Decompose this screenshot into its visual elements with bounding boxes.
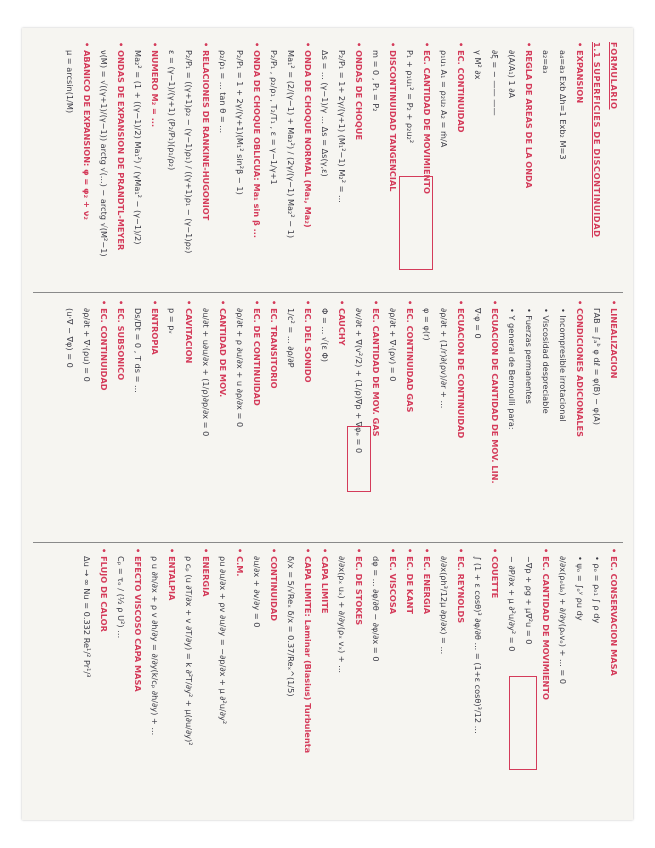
topic-heading: • EC. DE KANT	[405, 548, 415, 615]
equation-line: ε = (γ−1)/(γ+1) (P₂/P₁)(ρ₁/ρ₂)	[167, 50, 177, 171]
equation-line: P₂/P₁ = 1+ 2γ/(γ+1) (M₁²−1) M₂² = ...	[337, 50, 347, 203]
equation-line: Δu → ∞ Nu = 0.332 Re¹/² Pr¹/³	[82, 556, 92, 678]
equation-line: ∂ξ = − —— ——	[490, 50, 500, 116]
equation-line: ρ₁u₁ A₁ = ρ₂u₂ A₂ = ṁ/A	[439, 50, 449, 148]
equation-line: ∂/∂x(ρh³/12μ ∂p/∂x) = ...	[439, 556, 449, 655]
equation-line: Cₚ = τₒ / (½ ρ U²) …	[116, 556, 126, 639]
topic-heading: • ONDAS DE EXPANSION DE PRANDTL-MEYER	[116, 42, 126, 251]
topic-heading: • CONTINUIDAD	[269, 548, 279, 622]
equation-line: • ρₒ = ρₒ₁ ∫ ρ dy	[592, 556, 602, 624]
equation-line: φ = φ(r)	[422, 308, 432, 341]
topic-heading: • ECUACION DE CANTIDAD DE MOV. LIN.	[490, 300, 500, 484]
equation-line: P₂/P₁ , ρ₂/ρ₁ , T₂/T₁ , ε = γ−1/γ+1	[269, 50, 279, 185]
equation-line: ∂ρ/∂t + ∇·(ρu) = 0	[82, 308, 92, 382]
equation-line: • ψₒ = ∫ₒʸ ρu dy	[575, 556, 585, 621]
topic-heading: • NUMERO M₂ = ...	[150, 42, 160, 128]
equation-line: Ds/Dt = 0 , T ds = ...	[133, 308, 143, 393]
topic-heading: • ENTROPIA	[150, 300, 160, 355]
topic-heading: • CAPA LIMITE	[320, 548, 330, 614]
topic-heading: • EC. VISCOSA	[388, 548, 398, 615]
equation-line: Ma₁² = (2/(γ−1) + Ma₂²) / (2γ/(γ−1) Ma₂² − 1)	[286, 50, 296, 239]
equation-line: ∇·φ = 0	[473, 308, 483, 339]
equation-line: ∂ρ/∂t + (1/r)∂(ρv)/∂r + ...	[439, 308, 449, 409]
topic-heading: • CONDICIONES ADICIONALES	[575, 300, 585, 438]
equation-line: ∂ρ/∂t + ∇·(ρv) = 0	[388, 308, 398, 382]
topic-heading: • REGLA DE AREAS DE LA ONDA	[524, 42, 534, 189]
topic-heading: • DISCONTINUIDAD TANGENCIAL	[388, 42, 398, 192]
equation-line: dφ = ... ∂φ/∂θ − ∂φ/∂x = 0	[371, 556, 381, 662]
topic-heading: • EC. DEL SONIDO	[303, 300, 313, 383]
scanned-sheet	[22, 28, 633, 820]
topic-heading: • ONDA DE CHOQUE OBLICUA: Ma₁ sin β ...	[252, 42, 262, 238]
equation-line: a₄=a₃ Exb Δh=1 Exb₂ M=3	[558, 50, 568, 160]
equation-line: m = 0 , P₁ = P₂	[371, 50, 381, 112]
topic-heading: • CANTIDAD DE MOV.	[218, 300, 228, 398]
equation-line: ΓAB = ∫ₐᵇ φ dℓ = φ(B) − φ(A)	[592, 308, 602, 425]
equation-line: P₁ + ρ₁u₁² = P₂ + ρ₂u₂²	[405, 50, 415, 144]
highlight-box	[399, 176, 433, 270]
topic-heading: • EC. CONTINUIDAD GAS	[405, 300, 415, 413]
equation-line: ρu ∂u/∂x + ρv ∂u/∂y = −∂p/∂x + μ ∂²u/∂y²	[218, 556, 228, 725]
topic-heading: • EC. CONTINUIDAD	[99, 300, 109, 391]
equation-line: 1/c² = ... ∂ρ/∂P	[286, 308, 296, 368]
topic-heading: • EC. CANTIDAD DE MOV. GAS	[371, 300, 381, 437]
equation-line: ∂v/∂t + ∇(v²/2) + (1/ρ)∇p + ∇φₑ = 0	[354, 308, 364, 454]
topic-heading: • COUETTE	[490, 548, 500, 599]
equation-line: ∂u/∂t + u∂u/∂x + (1/ρ)∂p/∂x = 0	[201, 308, 211, 437]
equation-line: −∇p + ρg + μ∇²u = 0	[524, 556, 534, 645]
topic-heading: • ENTALPIA	[167, 548, 177, 601]
topic-heading: • ABANICO DE EXPANSION: φ = φ₂ + ν₂	[82, 42, 92, 220]
topic-heading: • RELACIONES DE RANKINE-HUGONIOT	[201, 42, 211, 221]
equation-line: (u·∇ − ∇φ) = 0	[65, 308, 75, 368]
topic-heading: • CAUCHY	[337, 300, 347, 346]
topic-heading: • CAPA LIMITE: Laminar (Blasius) Turbulenta	[303, 548, 313, 754]
equation-line: μ = arcsin(1/M)	[65, 50, 75, 114]
topic-heading: • ONDA DE CHOQUE NORMAL (Ma₁, Ma₂)	[303, 42, 313, 228]
topic-heading: • EC. CANTIDAD DE MOVIMIENTO	[422, 42, 432, 194]
topic-heading: • EC. REYNOLDS	[456, 548, 466, 624]
equation-line: P₂/P₁ = 1 + 2γ/(γ+1)(M₁² sin²β − 1)	[235, 50, 245, 195]
equation-line: a₂=a₃	[541, 50, 551, 74]
equation-line: ∂ρ/∂t + ρ ∂u/∂x + u ∂ρ/∂x = 0	[235, 308, 245, 428]
equation-line: p = pᵥ	[167, 308, 177, 334]
equation-line: Φ = ... √(ε Φ)	[320, 308, 330, 362]
topic-heading: • EC. DE CONTINUIDAD	[252, 300, 262, 406]
equation-line: γ M² ∂x	[473, 50, 483, 80]
equation-line: δ/x = 5/√Reₓ δ/x = 0.37/Reₓ^(1/5)	[286, 556, 296, 697]
topic-heading: • ONDAS DE CHOQUE	[354, 42, 364, 141]
column-divider	[33, 542, 623, 543]
equation-line: • Viscosidad despreciable	[541, 308, 551, 414]
equation-line: Δs = ... (γ−1)/γ … Δs = Δs(γ,ε)	[320, 50, 330, 177]
section-heading: FORMULARIO	[609, 42, 619, 110]
formula-sheet	[22, 28, 633, 820]
topic-heading: • EC. DE STOKES	[354, 548, 364, 626]
highlight-box	[509, 676, 537, 770]
topic-heading: • EC. TRANSITORIO	[269, 300, 279, 389]
equation-line: ∂(A/A₁) 1 ∂A	[507, 50, 517, 99]
equation-line: ρ cₚ (u ∂T/∂x + v ∂T/∂y) = k ∂²T/∂y² + μ(∂u/∂y)²	[184, 556, 194, 746]
equation-line: − ∂P/∂x + μ ∂²u/∂y² = 0	[507, 556, 517, 652]
topic-heading: • FLUJO DE CALOR	[99, 548, 109, 632]
equation-line: • Y general de Bernoulli para:	[507, 308, 517, 430]
topic-heading: • C.M.	[235, 548, 245, 577]
topic-heading: • CAVITACION	[184, 300, 194, 364]
column-divider	[33, 292, 623, 293]
column-1	[39, 42, 619, 288]
topic-heading: • EC. CONTINUIDAD	[456, 42, 466, 133]
topic-heading: • EC. CANTIDAD DE MOVIMIENTO	[541, 548, 551, 700]
equation-line: ρ u ∂h/∂x + ρ v ∂h/∂y = ∂/∂y(k/cₚ ∂h/∂y) + ...	[150, 556, 160, 736]
topic-heading: • EC. SUBSONICO	[116, 300, 126, 381]
equation-line: ν(M) = √((γ+1)/(γ−1)) arctg √(...) − arctg √(M²−1)	[99, 50, 109, 257]
equation-line: • Fuerzas permanentes	[524, 308, 534, 404]
topic-heading: • EXPANSION	[575, 42, 585, 104]
equation-line: ∂u/∂x + ∂v/∂y = 0	[252, 556, 262, 628]
section-heading: 1.1 SUPERFICIES DE DISCONTINUIDAD	[592, 42, 602, 238]
equation-line: P₂/P₁ = ((γ+1)ρ₂ − (γ−1)ρ₁) / ((γ+1)ρ₁ − (γ−1)ρ₂)	[184, 50, 194, 254]
equation-line: ∂/∂x(ρₒuₒ) + ∂/∂y(ρₒvₒ) + ... = 0	[558, 556, 568, 685]
equation-line: ∫ (1 + ε cosθ)³ ∂φ/∂θ ... = (1+ε cosθ)³/12 …	[473, 556, 483, 734]
topic-heading: • ENERGIA	[201, 548, 211, 597]
topic-heading: • ECUACION DE CONTINUIDAD	[456, 300, 466, 439]
equation-line: Ma₂² = (1 + ((γ−1)/2) Ma₁²) / (γMa₁² − (γ−1)/2)	[133, 50, 143, 245]
equation-line: • Incompresible irrotacional	[558, 308, 568, 422]
topic-heading: • LINEALIZACION	[609, 300, 619, 379]
topic-heading: • EC. CONSERVACION MASA	[609, 548, 619, 676]
topic-heading: • EC. ENERGIA	[422, 548, 432, 615]
equation-line: ρ₂/ρ₁ = ... tan θ = ...	[218, 50, 228, 134]
highlight-box	[347, 426, 371, 492]
equation-line: ∂/∂x(ρₓ uₓ) + ∂/∂y(ρₓ vₓ) + ...	[337, 556, 347, 674]
topic-heading: • EFECTO VISCOSO CAPA MASA	[133, 548, 143, 692]
column-2	[39, 300, 619, 538]
